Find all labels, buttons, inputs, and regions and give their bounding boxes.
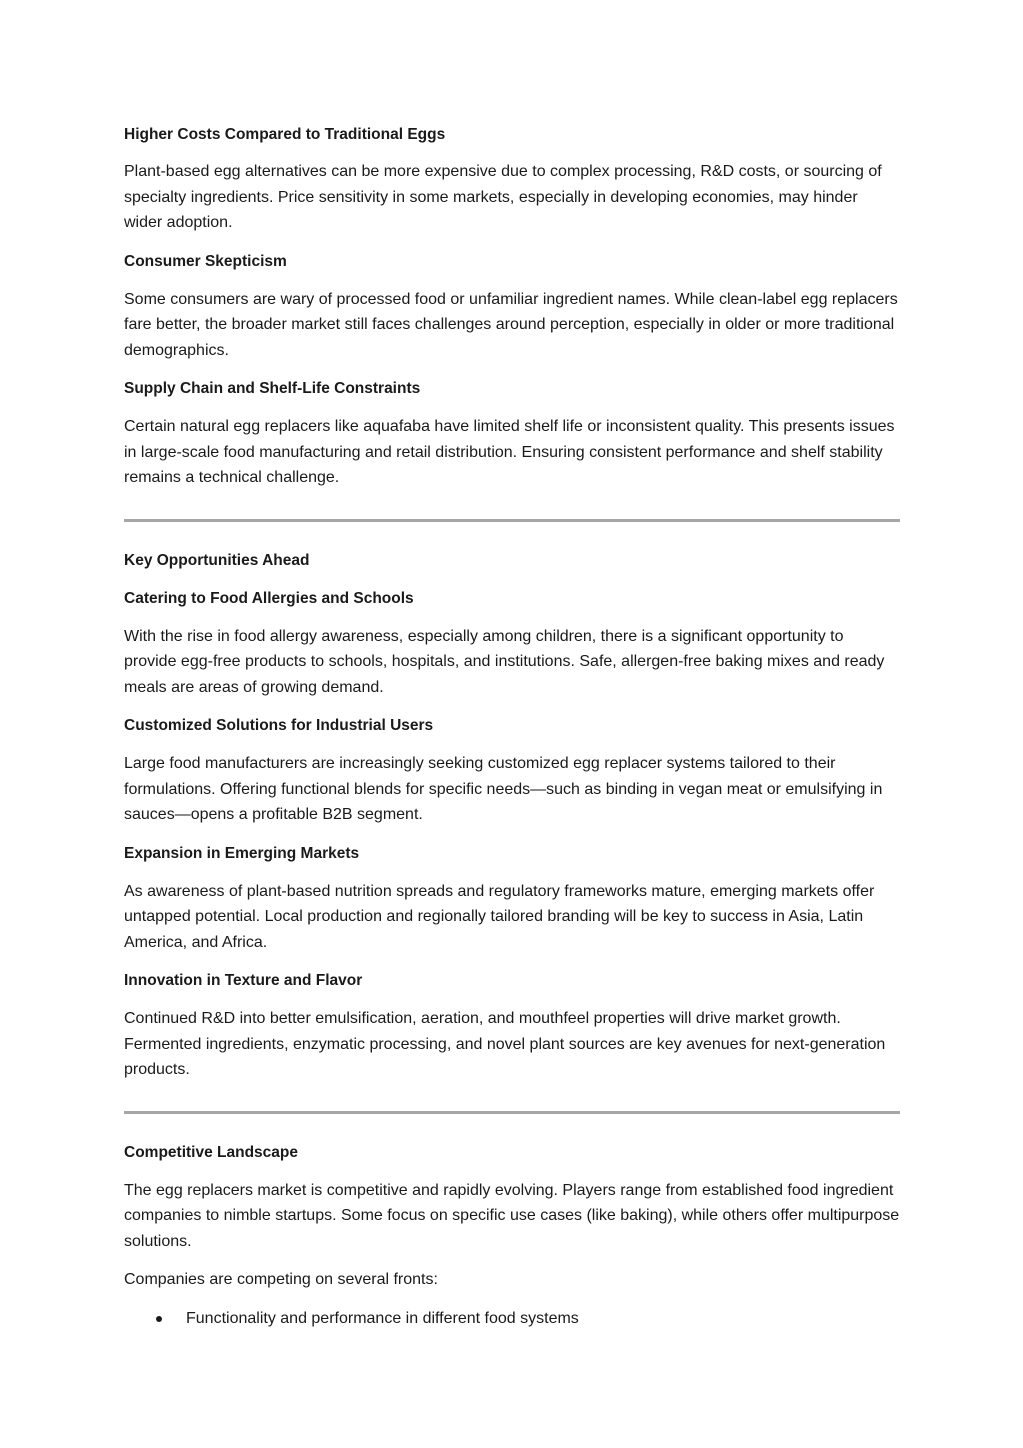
- subsection-heading: Innovation in Texture and Flavor: [124, 972, 363, 989]
- section-paragraph: With the rise in food allergy awareness, especially among children, there is a significant opportunity to provide egg-free products to schools, hospitals, and institutions. Safe, allergen-free baking mixes and ready meals are areas of growing demand.: [124, 627, 885, 696]
- section-heading: Supply Chain and Shelf-Life Constraints: [124, 380, 421, 397]
- section-paragraph: Plant-based egg alternatives can be more expensive due to complex processing, R&D costs, or sourcing of specialty ingredients. Price sensitivity in some markets, especially in developing economies, may hinder wider adoption.: [124, 163, 882, 231]
- section-heading: Competitive Landscape: [124, 1143, 298, 1161]
- section-heading: Key Opportunities Ahead: [124, 551, 310, 569]
- subsection-heading: Customized Solutions for Industrial Users: [124, 717, 434, 734]
- section-paragraph: Some consumers are wary of processed food or unfamiliar ingredient names. While clean-label egg replacers fare better, the broader market still faces challenges around perception, especially in older or more traditional demographics.: [124, 290, 898, 359]
- list-item: [124, 1306, 900, 1332]
- section-paragraph: Companies are competing on several fronts:: [124, 1271, 438, 1288]
- section-paragraph: As awareness of plant-based nutrition spreads and regulatory frameworks mature, emerging markets offer untapped potential. Local production and regionally tailored branding will be key to success in Asia, Latin America, and Africa.: [124, 882, 875, 951]
- section-heading: Higher Costs Compared to Traditional Eggs: [124, 126, 446, 143]
- subsection-heading: Catering to Food Allergies and Schools: [124, 589, 414, 607]
- section-paragraph: Large food manufacturers are increasingly seeking customized egg replacer systems tailored to their formulations. Offering functional blends for specific needs—such as binding in vegan meat or emulsifying in sauces—opens a profitable B2B segment.: [124, 755, 883, 823]
- section-paragraph: Certain natural egg replacers like aquafaba have limited shelf life or inconsistent quality. This presents issues in large-scale food manufacturing and retail distribution. Ensuring consistent performance and shelf stability remains a technical challenge.: [124, 418, 895, 486]
- section-heading: Consumer Skepticism: [124, 252, 287, 270]
- document-body: [124, 122, 900, 1331]
- horizontal-divider: [124, 1111, 900, 1114]
- bullet-list: [124, 1306, 900, 1332]
- subsection-heading: Expansion in Emerging Markets: [124, 844, 360, 862]
- section-paragraph: The egg replacers market is competitive and rapidly evolving. Players range from established food ingredient companies to nimble startups. Some focus on specific use cases (like baking), while others offer multipurpose solutions.: [124, 1181, 900, 1250]
- horizontal-divider: [124, 519, 900, 522]
- section-paragraph: Continued R&D into better emulsification, aeration, and mouthfeel properties will drive market growth. Fermented ingredients, enzymatic processing, and novel plant sources are key avenues for next-generation products.: [124, 1010, 886, 1078]
- bullet-icon: [156, 1316, 162, 1322]
- list-item-text: Functionality and performance in different food systems: [186, 1309, 579, 1327]
